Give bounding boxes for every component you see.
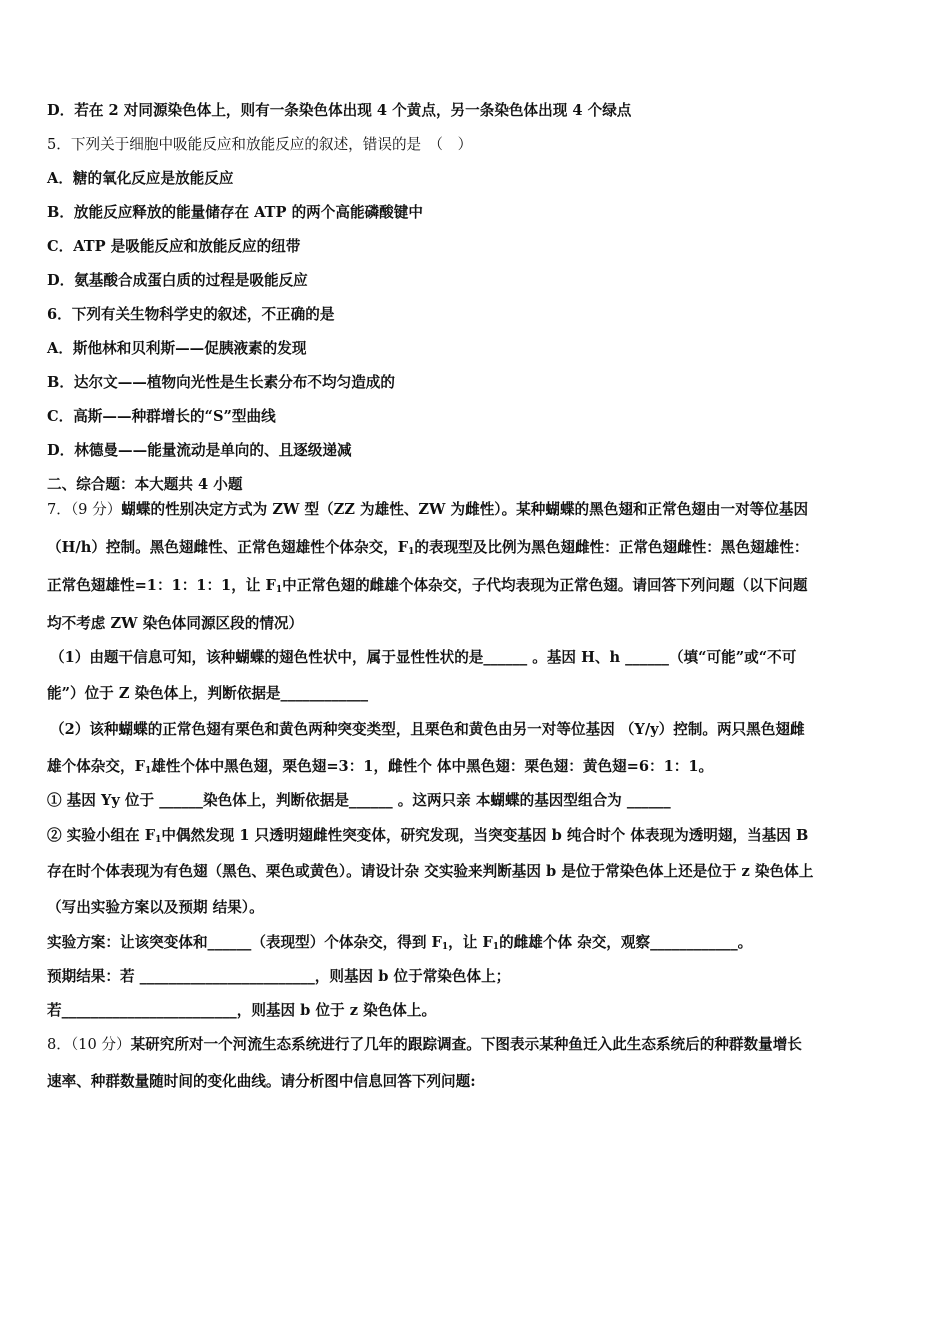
q7-line-3a: 正常色翅雄性=1：1：1：1，让 F: [47, 577, 276, 594]
q7-part1-line-1: （1）由题干信息可知，该种蝴蝶的翅色性状中，属于显性性状的是______ 。基因 H、h ______（填“可能”或“不可: [50, 649, 797, 666]
q7-part2-item-2-line-1a: ② 实验小组在 F: [47, 827, 156, 844]
q7-part2-item-2-line-1: [47, 826, 808, 846]
q7-line-3: [47, 576, 807, 596]
q7-experiment-plan: [47, 933, 752, 953]
subscript: 1: [492, 942, 500, 952]
subscript: 1: [408, 547, 415, 557]
q8-number: 8．（10 分）: [47, 1036, 131, 1053]
q7-plan-c: 的雌雄个体 杂交，观察____________。: [499, 934, 753, 951]
q7-part2-item-2-line-1b: 中偶然发现 1 只透明翅雌性突变体，研究发现，当突变基因 b 纯合时个 体表现为透明翅，当基因 B: [161, 827, 809, 844]
q7-part2-item-1: ① 基因 Yy 位于 ______染色体上，判断依据是______ 。这两只亲 本蝴蝶的基因型组合为 ______: [47, 792, 671, 809]
q7-line-3b: 中正常色翅的雌雄个体杂交，子代均表现为正常色翅。请回答下列问题（以下问题: [282, 577, 808, 594]
q8-line-1-text: 某研究所对一个河流生态系统进行了几年的跟踪调查。下图表示某种鱼迁入此生态系统后的种群数量增长: [130, 1036, 802, 1053]
q7-line-1-text: 蝴蝶的性别决定方式为 ZW 型（ZZ 为雄性、ZW 为雌性）。某种蝴蝶的黑色翅和正常色翅由一对等位基因: [121, 501, 809, 518]
q6-stem: 6．下列有关生物科学史的叙述，不正确的是: [47, 306, 335, 323]
q8-line-1: [47, 1035, 802, 1055]
subscript: 1: [441, 942, 449, 952]
q7-part2-line-2: [47, 757, 713, 777]
q7-part2-line-2a: 雄个体杂交，F: [47, 758, 145, 775]
q7-plan-a: 实验方案：让该突变体和______（表现型）个体杂交，得到 F: [47, 934, 442, 951]
subscript: 1: [155, 835, 162, 845]
q7-part2-item-2-line-3: （写出实验方案以及预期 结果）。: [47, 899, 264, 916]
q5-option-a: A．糖的氧化反应是放能反应: [47, 170, 234, 187]
q6-option-d: D．林德曼——能量流动是单向的、且逐级递减: [47, 442, 352, 459]
q7-plan-b: ，让 F: [448, 934, 493, 951]
q7-line-4: 均不考虑 ZW 染色体同源区段的情况）: [47, 615, 304, 632]
subscript: 1: [275, 585, 283, 595]
q7-line-2b: 的表现型及比例为黑色翅雌性：正常色翅雌性：黑色翅雄性：: [414, 539, 809, 556]
q7-expected-result-1: 预期结果：若 ________________________，则基因 b 位于常染色体上；: [47, 968, 511, 985]
q7-line-2a: （H/h）控制。黑色翅雌性、正常色翅雄性个体杂交，F: [47, 539, 409, 556]
q7-line-1: [47, 500, 808, 520]
q7-line-2: [47, 538, 808, 558]
q4-option-d: D．若在 2 对同源染色体上，则有一条染色体出现 4 个黄点，另一条染色体出现 4 个绿点: [47, 102, 632, 119]
q7-number: 7．（9 分）: [47, 501, 122, 518]
subscript: 1: [144, 766, 152, 776]
q8-line-2: 速率、种群数量随时间的变化曲线。请分析图中信息回答下列问题:: [47, 1073, 476, 1090]
q5-option-d: D．氨基酸合成蛋白质的过程是吸能反应: [47, 272, 308, 289]
q6-option-c: C．高斯——种群增长的“S”型曲线: [47, 408, 276, 425]
q5-stem: [47, 135, 472, 155]
q6-option-b: B．达尔文——植物向光性是生长素分布不均匀造成的: [47, 374, 395, 391]
q5-stem-text: 5．下列关于细胞中吸能反应和放能反应的叙述，错误的是 （ ）: [47, 136, 473, 153]
q7-expected-result-2: 若________________________，则基因 b 位于 z 染色体上。: [47, 1002, 437, 1019]
section2-heading: 二、综合题：本大题共 4 小题: [47, 476, 243, 493]
q7-part2-item-2-line-2: 存在时个体表现为有色翅（黑色、栗色或黄色）。请设计杂 交实验来判断基因 b 是位于常染色体上还是位于 z 染色体上: [47, 863, 814, 880]
q7-part2-line-2b: 雄性个体中黑色翅，栗色翅=3：1，雌性个 体中黑色翅：栗色翅：黄色翅=6：1：1。: [151, 758, 714, 775]
q5-option-b: B．放能反应释放的能量储存在 ATP 的两个高能磷酸键中: [47, 204, 423, 221]
q7-part1-line-2: 能”）位于 Z 染色体上，判断依据是____________: [47, 685, 369, 702]
q7-part2-line-1: （2）该种蝴蝶的正常色翅有栗色和黄色两种突变类型，且栗色和黄色由另一对等位基因 （Y/y）控制。两只黑色翅雌: [50, 721, 805, 738]
q6-option-a: A．斯他林和贝利斯——促胰液素的发现: [47, 340, 307, 357]
q5-option-c: C．ATP 是吸能反应和放能反应的纽带: [47, 238, 301, 255]
